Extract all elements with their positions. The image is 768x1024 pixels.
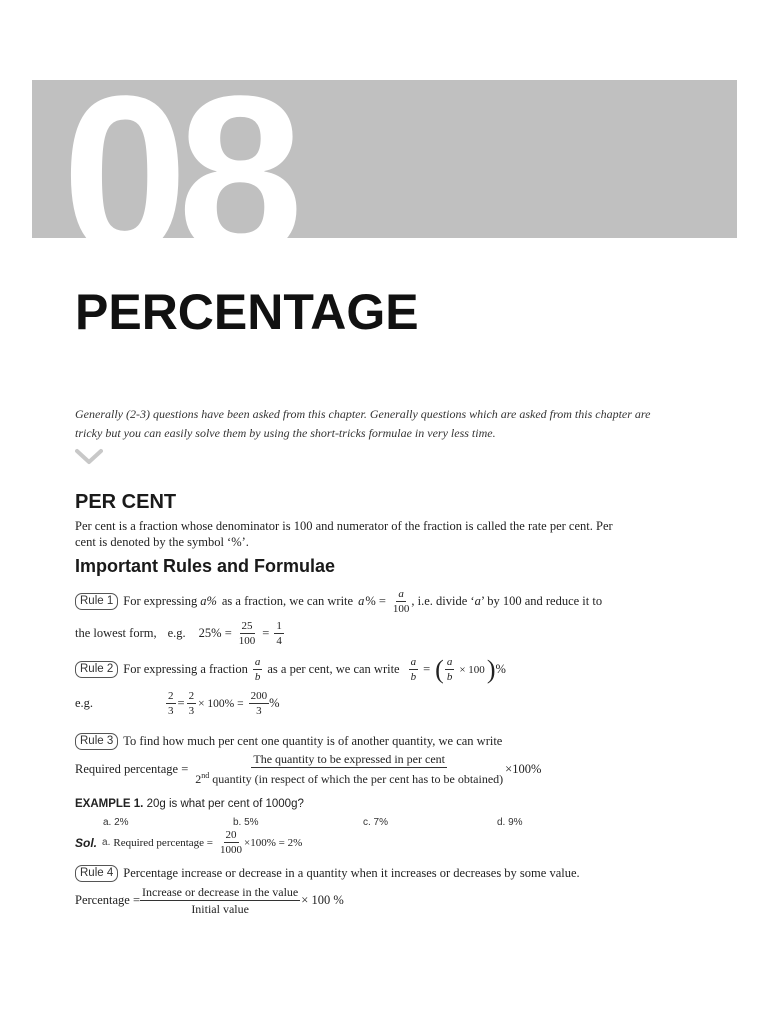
rule-1-fraction: $\frac{a}{100}$ [392, 588, 410, 615]
rule-1-eg-lhs: 25% = [198, 626, 232, 640]
rule-1-text-d: ’ by 100 and reduce it to [480, 594, 603, 608]
rule-3-text: To find how much per cent one quantity is of another quantity, we can write [123, 734, 503, 748]
rule-2-text-a: For expressing a fraction [123, 662, 248, 676]
rule-4-text: Percentage increase or decrease in a quantity when it increases or decreases by some value. [123, 866, 580, 880]
rule-4-tail: × 100 % [301, 893, 344, 907]
chapter-title: PERCENTAGE [75, 284, 419, 340]
rule-1-line [75, 588, 602, 615]
rule-1-badge: Rule 1 [75, 593, 118, 610]
solution-tail: ×100% = 2% [244, 836, 303, 849]
rule-1-text-b: as a fraction, we can write [221, 594, 354, 608]
section-heading-per-cent: PER CENT [75, 491, 177, 513]
rule-3-formula [75, 752, 541, 786]
rule-1-eg-eq: = [262, 626, 270, 640]
example-1-label: EXAMPLE 1. [75, 798, 144, 810]
rule-1-text-a: For expressing [123, 594, 198, 608]
rule-3-badge: Rule 3 [75, 733, 118, 750]
rule-2-eq: = [423, 662, 431, 676]
rule-2-eg-mid: × 100% = [198, 697, 244, 710]
rule-3-lhs: Required percentage = [75, 761, 189, 776]
rule-2-eg-frac-1: $\frac{2}{3}$ [168, 690, 174, 717]
rule-1-eg-fraction-1: $\frac{25}{100}$ [238, 620, 256, 647]
rule-2-eg-eq: = [177, 696, 185, 710]
rule-1-example [75, 620, 284, 647]
rule-4-line [75, 865, 580, 882]
rule-2-line [75, 656, 506, 683]
rule-2-badge: Rule 2 [75, 661, 118, 678]
rule-3-fraction: The quantity to be expressed in per cent 2nd quantity (in respect of which the per cent has to be obtained) [195, 752, 504, 786]
chapter-intro: Generally (2-3) questions have been asked from this chapter. Generally questions which are asked from this chapter are tricky but you can easily solve them by using the short-tricks formulae in very less time. [75, 407, 651, 440]
rule-1-a-pct: a% [200, 594, 217, 608]
rule-1-line2: the lowest form, [75, 626, 157, 640]
option-d: d. 9% [497, 817, 523, 828]
rule-1-eg-label: e.g. [167, 626, 186, 640]
rule-4-lhs: Percentage = [75, 893, 141, 907]
solution-label: Sol. [75, 835, 98, 850]
rule-1-text-c: , i.e. divide ‘ [411, 594, 475, 608]
solution-text: Required percentage = [113, 836, 214, 849]
option-c: c. 7% [363, 817, 389, 828]
solution-fraction: $\frac{20}{1000}$ [220, 829, 243, 856]
rule-4-badge: Rule 4 [75, 865, 118, 882]
rule-1-eg-fraction-2: $\frac{1}{4}$ [276, 620, 282, 647]
rule-1-eq: % = [365, 594, 386, 608]
chevron-down-icon [75, 448, 103, 466]
rule-2-example [75, 690, 280, 717]
rule-2-eg-label: e.g. [75, 696, 94, 710]
rule-3-tail: ×100% [505, 761, 542, 776]
right-paren: ) [486, 654, 496, 684]
rule-2-text-b: as a per cent, we can write [267, 662, 400, 676]
rule-2-formula-lhs: $\frac{a}{b}$ [410, 656, 417, 683]
example-1-question: 20g is what per cent of 1000g? [146, 798, 304, 810]
solution-option: a. [102, 837, 111, 848]
rule-2-pct: % [495, 662, 506, 676]
rule-3-line [75, 733, 502, 750]
option-b: b. 5% [233, 817, 259, 828]
rule-2-eg-frac-3: $\frac{200}{3}$ [250, 690, 268, 717]
chapter-number: 08 [62, 48, 294, 301]
example-1-solution [75, 829, 302, 856]
option-a: a. 2% [103, 817, 129, 828]
rule-1-a-var: a [358, 594, 365, 608]
rule-1-a-var-2: a [474, 594, 481, 608]
rule-2-eg-pct: % [269, 696, 280, 710]
per-cent-definition: Per cent is a fraction whose denominator is 100 and numerator of the fraction is called the rate per cent. Per cent is denoted by the symbol ‘%’. [75, 519, 613, 549]
rule-4-fraction: $\frac{\text{Increase or decrease in the value}}{\text{Initial value}}$ [142, 885, 299, 916]
section-heading-rules: Important Rules and Formulae [75, 556, 336, 576]
rule-4-formula [75, 885, 344, 916]
rule-2-eg-frac-2: $\frac{2}{3}$ [188, 690, 195, 717]
rule-2-formula-inner: $\frac{a}{b}$ [446, 656, 453, 683]
rule-2-fraction: $\frac{a}{b}$ [254, 656, 261, 683]
example-1 [75, 798, 304, 810]
rule-2-times100: × 100 [459, 663, 485, 676]
left-paren: ( [435, 654, 444, 684]
